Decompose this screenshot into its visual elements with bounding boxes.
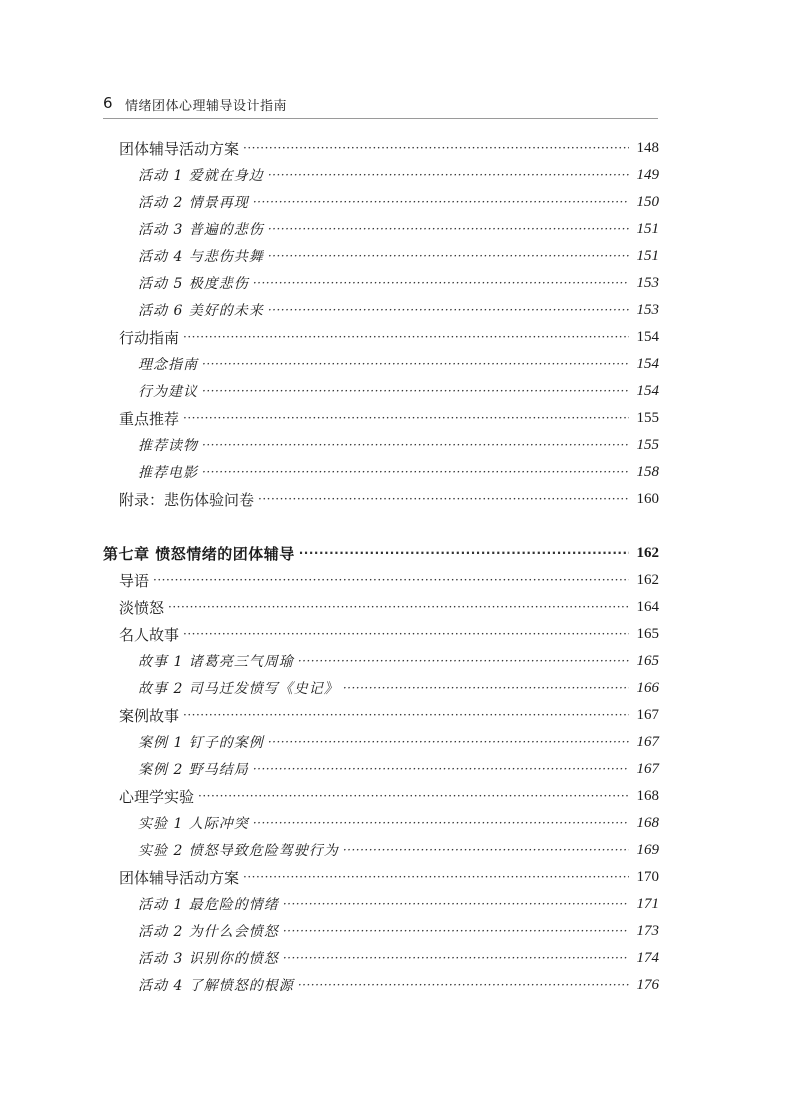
toc-entry-label: 活动 2 情景再现 <box>138 195 249 211</box>
toc-entry-page: 153 <box>636 301 659 318</box>
toc-entry-page: 150 <box>636 193 659 210</box>
toc-entry <box>138 838 659 862</box>
dot-leader <box>198 789 629 803</box>
dot-leader <box>168 600 629 614</box>
toc-entry-label: 案例 2 野马结局 <box>138 762 249 778</box>
dot-leader <box>268 249 629 263</box>
toc-entry-page: 165 <box>636 625 659 642</box>
toc-entry-page: 176 <box>636 976 659 993</box>
toc-entry-page: 155 <box>636 436 659 453</box>
toc-entry <box>138 244 659 268</box>
toc-chapter-entry <box>103 541 659 565</box>
toc-entry <box>119 865 659 889</box>
toc-entry-page: 166 <box>636 679 659 696</box>
toc-entry <box>119 622 659 646</box>
toc-entry-label: 心理学实验 <box>119 787 195 806</box>
toc-entry-label: 淡愤怒 <box>119 598 165 617</box>
toc-entry-label: 活动 3 普遍的悲伤 <box>138 222 264 238</box>
dot-leader <box>243 141 629 155</box>
toc-entry <box>138 676 659 700</box>
dot-leader <box>253 816 629 830</box>
dot-leader <box>243 870 629 884</box>
toc-entry <box>119 487 659 511</box>
toc-entry <box>119 406 659 430</box>
toc-entry <box>119 136 659 160</box>
toc-entry-page: 167 <box>636 760 659 777</box>
dot-leader <box>202 465 629 479</box>
toc-entry-label: 故事 1 诸葛亮三气周瑜 <box>138 654 294 670</box>
toc-entry-label: 第七章 愤怒情绪的团体辅导 <box>103 544 295 563</box>
toc-entry-page: 171 <box>636 895 659 912</box>
dot-leader <box>153 573 629 587</box>
toc-entry-label: 推荐电影 <box>138 465 198 481</box>
dot-leader <box>298 654 629 668</box>
toc-entry <box>138 730 659 754</box>
toc-entry-label: 团体辅导活动方案 <box>119 868 240 887</box>
toc-entry <box>138 433 659 457</box>
toc-entry-label: 团体辅导活动方案 <box>119 139 240 158</box>
dot-leader <box>202 384 629 398</box>
dot-leader <box>253 195 629 209</box>
toc-entry-label: 行为建议 <box>138 384 198 400</box>
toc-entry-page: 155 <box>636 409 659 426</box>
toc-entry-page: 151 <box>636 247 659 264</box>
dot-leader <box>268 168 629 182</box>
toc-entry-label: 活动 1 最危险的情绪 <box>138 897 279 913</box>
toc-entry-label: 名人故事 <box>119 625 180 644</box>
dot-leader <box>268 303 629 317</box>
toc-entry-page: 162 <box>636 571 659 588</box>
dot-leader <box>283 951 629 965</box>
toc-entry <box>138 298 659 322</box>
dot-leader <box>268 735 629 749</box>
toc-entry-label: 活动 4 与悲伤共舞 <box>138 249 264 265</box>
toc-entry <box>138 217 659 241</box>
dot-leader <box>183 708 629 722</box>
toc-entry <box>138 946 659 970</box>
toc-entry <box>138 271 659 295</box>
toc-entry <box>138 649 659 673</box>
toc-entry-label: 活动 3 识别你的愤怒 <box>138 951 279 967</box>
toc-entry-label: 故事 2 司马迁发愤写《史记》 <box>138 681 339 697</box>
toc-entry <box>138 352 659 376</box>
page-number: 6 <box>103 94 113 112</box>
dot-leader <box>183 627 629 641</box>
toc-entry-page: 149 <box>636 166 659 183</box>
dot-leader <box>253 762 629 776</box>
toc-entry-page: 162 <box>636 544 659 561</box>
toc-entry-page: 168 <box>636 787 659 804</box>
toc-entry <box>138 892 659 916</box>
toc-entry-page: 154 <box>636 355 659 372</box>
toc-entry <box>138 811 659 835</box>
toc-entry-page: 153 <box>636 274 659 291</box>
toc-entry-page: 170 <box>636 868 659 885</box>
dot-leader <box>283 924 629 938</box>
toc-entry-label: 活动 6 美好的未来 <box>138 303 264 319</box>
toc-entry-page: 173 <box>636 922 659 939</box>
toc-entry <box>119 595 659 619</box>
toc-entry-page: 167 <box>636 733 659 750</box>
toc-entry-label: 推荐读物 <box>138 438 198 454</box>
toc-entry-page: 148 <box>636 139 659 156</box>
toc-entry-label: 实验 1 人际冲突 <box>138 816 249 832</box>
book-title: 情绪团体心理辅导设计指南 <box>125 99 288 114</box>
toc-entry-label: 活动 2 为什么会愤怒 <box>138 924 279 940</box>
toc-entry-page: 151 <box>636 220 659 237</box>
toc-entry <box>138 379 659 403</box>
toc-entry-page: 167 <box>636 706 659 723</box>
dot-leader <box>258 492 629 506</box>
toc-entry-label: 导语 <box>119 571 150 590</box>
toc-entry-page: 164 <box>636 598 659 615</box>
dot-leader <box>202 438 629 452</box>
toc-entry-label: 活动 1 爱就在身边 <box>138 168 264 184</box>
toc-entry <box>138 919 659 943</box>
dot-leader <box>268 222 629 236</box>
toc-entry <box>119 568 659 592</box>
toc-entry-page: 174 <box>636 949 659 966</box>
dot-leader <box>183 330 629 344</box>
toc-entry <box>138 757 659 781</box>
toc-entry-label: 案例 1 钉子的案例 <box>138 735 264 751</box>
toc-entry <box>119 703 659 727</box>
toc-entry-page: 169 <box>636 841 659 858</box>
toc-entry-page: 168 <box>636 814 659 831</box>
dot-leader <box>202 357 629 371</box>
toc-entry-page: 154 <box>636 382 659 399</box>
toc-entry-label: 案例故事 <box>119 706 180 725</box>
toc-entry-page: 158 <box>636 463 659 480</box>
toc-entry-page: 165 <box>636 652 659 669</box>
toc-entry-label: 活动 5 极度悲伤 <box>138 276 249 292</box>
dot-leader <box>253 276 629 290</box>
dot-leader <box>283 897 629 911</box>
dot-leader <box>299 546 629 560</box>
toc-entry <box>138 460 659 484</box>
toc-entry <box>119 784 659 808</box>
toc-entry-label: 实验 2 愤怒导致危险驾驶行为 <box>138 843 339 859</box>
toc-entry-page: 160 <box>636 490 659 507</box>
dot-leader <box>298 978 629 992</box>
toc-entry <box>119 325 659 349</box>
toc-entry-page: 154 <box>636 328 659 345</box>
toc-entry-label: 活动 4 了解愤怒的根源 <box>138 978 294 994</box>
toc-entry-label: 理念指南 <box>138 357 198 373</box>
dot-leader <box>183 411 629 425</box>
toc-entry-label: 行动指南 <box>119 328 180 347</box>
toc-entry <box>138 163 659 187</box>
toc-entry-label: 附录：悲伤体验问卷 <box>119 490 255 509</box>
dot-leader <box>343 681 629 695</box>
dot-leader <box>343 843 629 857</box>
toc-entry-label: 重点推荐 <box>119 409 180 428</box>
toc-entry <box>138 190 659 214</box>
toc-entry <box>138 973 659 997</box>
